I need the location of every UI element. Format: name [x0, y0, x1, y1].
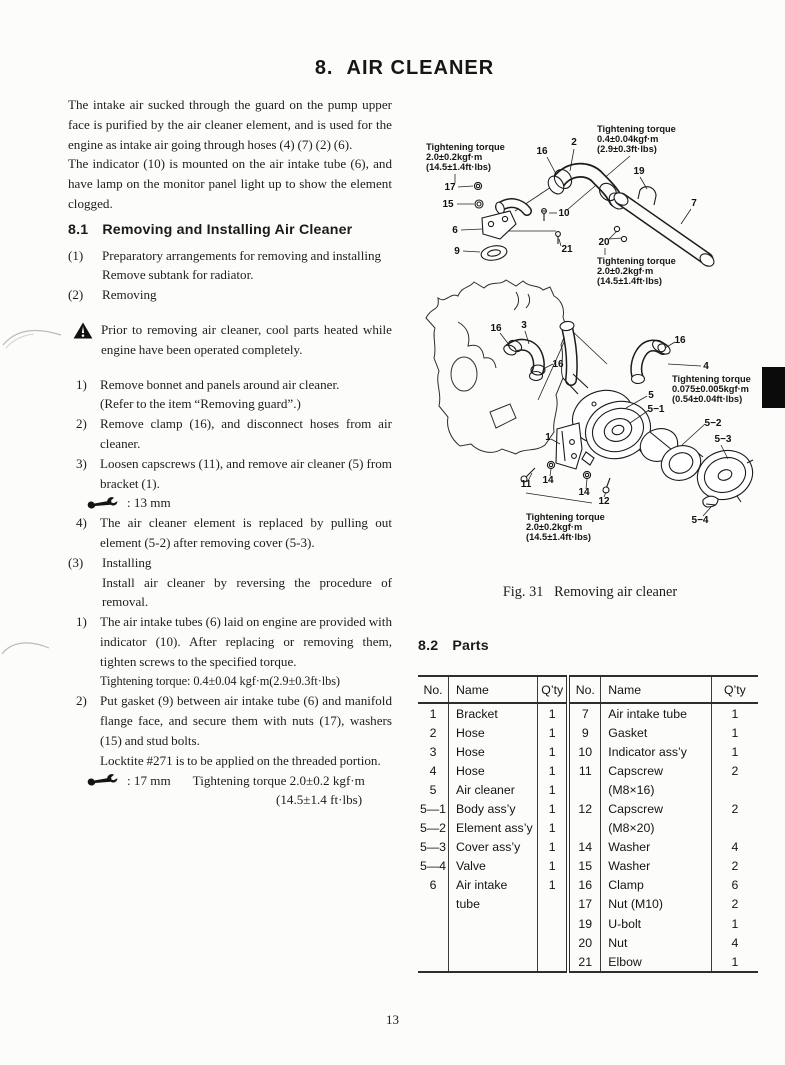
part-number-label: 5	[648, 390, 654, 401]
step-3	[68, 454, 392, 513]
torque-note-line: Tightening torque	[672, 374, 751, 384]
step-text: The air cleaner element is replaced by pulling out element (5-2) after removing cover (5-3).	[100, 515, 392, 550]
wrench-icon	[87, 773, 121, 787]
col-header-no: No.	[418, 676, 449, 703]
section-heading-8-2	[418, 638, 489, 654]
col-header-name: Name	[601, 676, 712, 703]
part-number-label: 17	[444, 182, 456, 193]
parts-table	[418, 675, 758, 973]
step-text: The air intake tubes (6) laid on engine are provided with indicator (10). After replacing or removing them, tighten screws to the specified torque.	[100, 614, 392, 669]
part-number-label: 4	[703, 361, 709, 372]
parts-table-row: 5 Air cleaner 1 (M8×16)	[418, 780, 758, 799]
parts-table-row: 5—2 Element ass’y 1 (M8×20)	[418, 819, 758, 838]
page-title	[12, 57, 785, 80]
part-number-label: 14	[542, 475, 554, 486]
torque-note-line: (14.5±1.4ft·lbs)	[597, 276, 663, 286]
hardware-parts	[474, 182, 560, 262]
exploded-view-drawing	[420, 112, 785, 592]
step-marker: 2)	[76, 416, 87, 432]
parts-table-row: 1 Bracket 1 7 Air intake tube 1	[418, 703, 758, 723]
parts-table-row: 5—3 Cover ass’y 1 14 Washer 4	[418, 838, 758, 857]
part-number-label: 16	[536, 146, 548, 157]
torque-spec: Tightening torque 2.0±0.2 kgf·m	[192, 772, 365, 788]
wrench-icon	[87, 496, 121, 510]
step-text: Remove bonnet and panels around air cleaner.	[100, 376, 340, 392]
list-item-preparatory	[68, 246, 392, 286]
step-marker: 2)	[76, 693, 87, 709]
torque-note-line: (14.5±1.4ft·lbs)	[426, 162, 492, 172]
parts-table-row: 5—1 Body ass’y 1 12 Capscrew 2	[418, 799, 758, 818]
section-title: Removing and Installing Air Cleaner	[102, 221, 353, 238]
list-text: Installing	[102, 554, 152, 570]
step-text: Put gasket (9) between air intake tube (6) and manifold flange face, and secure them with nuts (17), washers (15) and stud bolts.	[100, 693, 392, 748]
parts-table-row: 19 U-bolt 1	[418, 914, 758, 933]
installing-steps	[68, 612, 392, 810]
warning-text: Prior to removing air cleaner, cool parts heated while engine have been operated completely.	[101, 321, 392, 357]
parts-table-header	[418, 676, 758, 703]
torque-note-line: 2.0±0.2kgf·m	[597, 266, 654, 276]
part-number-label: 7	[691, 198, 697, 209]
col-header-qty: Q’ty	[711, 676, 758, 703]
tool-size: : 13 mm	[127, 495, 171, 511]
step-text: Locktite #271 is to be applied on the threaded portion.	[100, 752, 381, 768]
part-number-label: 10	[558, 208, 570, 219]
list-subtext: Install air cleaner by reversing the procedure of removal.	[102, 574, 392, 610]
torque-note-line: 2.0±0.2kgf·m	[526, 522, 583, 532]
part-number-label: 16	[552, 359, 564, 370]
part-number-label: 19	[633, 166, 645, 177]
step-1	[68, 612, 392, 691]
list-marker: (3)	[68, 554, 84, 570]
section-heading-8-1	[68, 221, 392, 241]
parts-table-row: tube 17 Nut (M10) 2	[418, 895, 758, 914]
step-marker: 1)	[76, 614, 87, 630]
text-column	[68, 90, 392, 810]
part-number-label: 5−4	[691, 515, 709, 526]
torque-note-line: 0.4±0.04kgf·m	[597, 134, 659, 144]
parts-table-row: 2 Hose 1 9 Gasket 1	[418, 723, 758, 742]
chapter-number: 8.	[314, 57, 334, 80]
torque-spec-cont: (14.5±1.4 ft·lbs)	[276, 792, 363, 808]
part-number-label: 3	[521, 320, 527, 331]
list-marker: (2)	[68, 287, 84, 303]
step-marker: 4)	[76, 515, 87, 531]
step-marker: 1)	[76, 376, 87, 392]
step-marker: 3)	[76, 455, 87, 471]
scan-artifact	[0, 325, 64, 351]
figure-caption: Fig. 31 Removing air cleaner	[502, 584, 678, 600]
part-number-label: 1	[545, 432, 551, 443]
part-number-label: 5−2	[704, 418, 722, 429]
tool-spec-line	[87, 493, 392, 513]
part-number-label: 6	[452, 225, 458, 236]
step-2	[68, 414, 392, 454]
intro-paragraph: The indicator (10) is mounted on the air intake tube (6), and have lamp on the monitor panel light up to show the element clogged.	[68, 156, 392, 211]
step-text: Remove clamp (16), and disconnect hoses from air cleaner.	[100, 416, 392, 451]
col-header-name: Name	[449, 676, 538, 703]
tool-size: : 17 mm	[127, 772, 171, 788]
parts-table-row: 4 Hose 1 11 Capscrew 2	[418, 761, 758, 780]
scan-artifact	[0, 637, 52, 659]
list-marker: (1)	[68, 247, 84, 263]
intro-paragraph: The intake air sucked through the guard on the pump upper face is purified by the air cleaner element, and is used for the engine as intake air going through hoses (4) (7) (2) (6).	[68, 97, 392, 152]
part-number-label: 12	[598, 496, 610, 507]
removing-steps	[68, 375, 392, 553]
page-number: 13	[386, 1012, 399, 1027]
torque-note-line: Tightening torque	[597, 124, 676, 134]
part-number-label: 15	[442, 199, 454, 210]
section-title: Parts	[452, 638, 489, 654]
torque-note-line: Tightening torque	[526, 512, 605, 522]
parts-table-row: 3 Hose 1 10 Indicator ass’y 1	[418, 742, 758, 761]
part-number-label: 14	[578, 487, 590, 498]
warning-icon	[73, 320, 93, 360]
step-1	[68, 375, 392, 415]
part-number-label: 20	[598, 237, 610, 248]
parts-table-row: 20 Nut 4	[418, 933, 758, 952]
warning-note	[68, 320, 392, 360]
list-subtext: Remove subtank for radiator.	[102, 267, 254, 283]
part-number-label: 16	[674, 335, 686, 346]
section-number: 8.2	[418, 638, 439, 654]
torque-note-line: 2.0±0.2kgf·m	[426, 152, 483, 162]
part-number-label: 16	[490, 323, 502, 334]
col-header-no: No.	[568, 676, 601, 703]
torque-note-line: 0.075±0.005kgf·m	[672, 384, 749, 394]
col-header-qty: Q’ty	[538, 676, 569, 703]
part-number-label: 21	[561, 244, 573, 255]
part-number-label: 9	[454, 246, 460, 257]
torque-note-line: (2.9±0.3ft·lbs)	[597, 144, 657, 154]
torque-note-line: (14.5±1.4ft·lbs)	[526, 532, 592, 542]
tool-spec-line	[87, 771, 392, 791]
figure-removing-air-cleaner	[420, 112, 785, 590]
part-number-label: 2	[571, 137, 577, 148]
step-text: (Refer to the item “Removing guard”.)	[100, 396, 301, 412]
part-number-label: 5−3	[714, 434, 732, 445]
part-number-label: 5−1	[647, 404, 665, 415]
part-number-label: 11	[520, 479, 532, 490]
step-4	[68, 513, 392, 553]
list-text: Preparatory arrangements for removing and installing	[102, 247, 382, 263]
chapter-title: AIR CLEANER	[346, 57, 495, 80]
list-text: Removing	[102, 287, 157, 303]
parts-table-row: 5—4 Valve 1 15 Washer 2	[418, 857, 758, 876]
torque-note-line: Tightening torque	[426, 142, 505, 152]
list-item-removing	[68, 285, 392, 305]
list-item-installing	[68, 553, 392, 612]
parts-table-row: 6 Air intake 1 16 Clamp 6	[418, 876, 758, 895]
parts-table-row: 21 Elbow 1	[418, 952, 758, 972]
torque-note-line: Tightening torque	[597, 256, 676, 266]
engine-outline	[426, 280, 567, 454]
section-number: 8.1	[68, 221, 89, 238]
torque-note-line: (0.54±0.04ft·lbs)	[672, 394, 743, 404]
step-2	[68, 691, 392, 810]
step-text: Loosen capscrews (11), and remove air cleaner (5) from bracket (1).	[100, 455, 392, 491]
torque-spec: Tightening torque: 0.4±0.04 kgf·m(2.9±0.3ft·lbs)	[100, 673, 340, 688]
